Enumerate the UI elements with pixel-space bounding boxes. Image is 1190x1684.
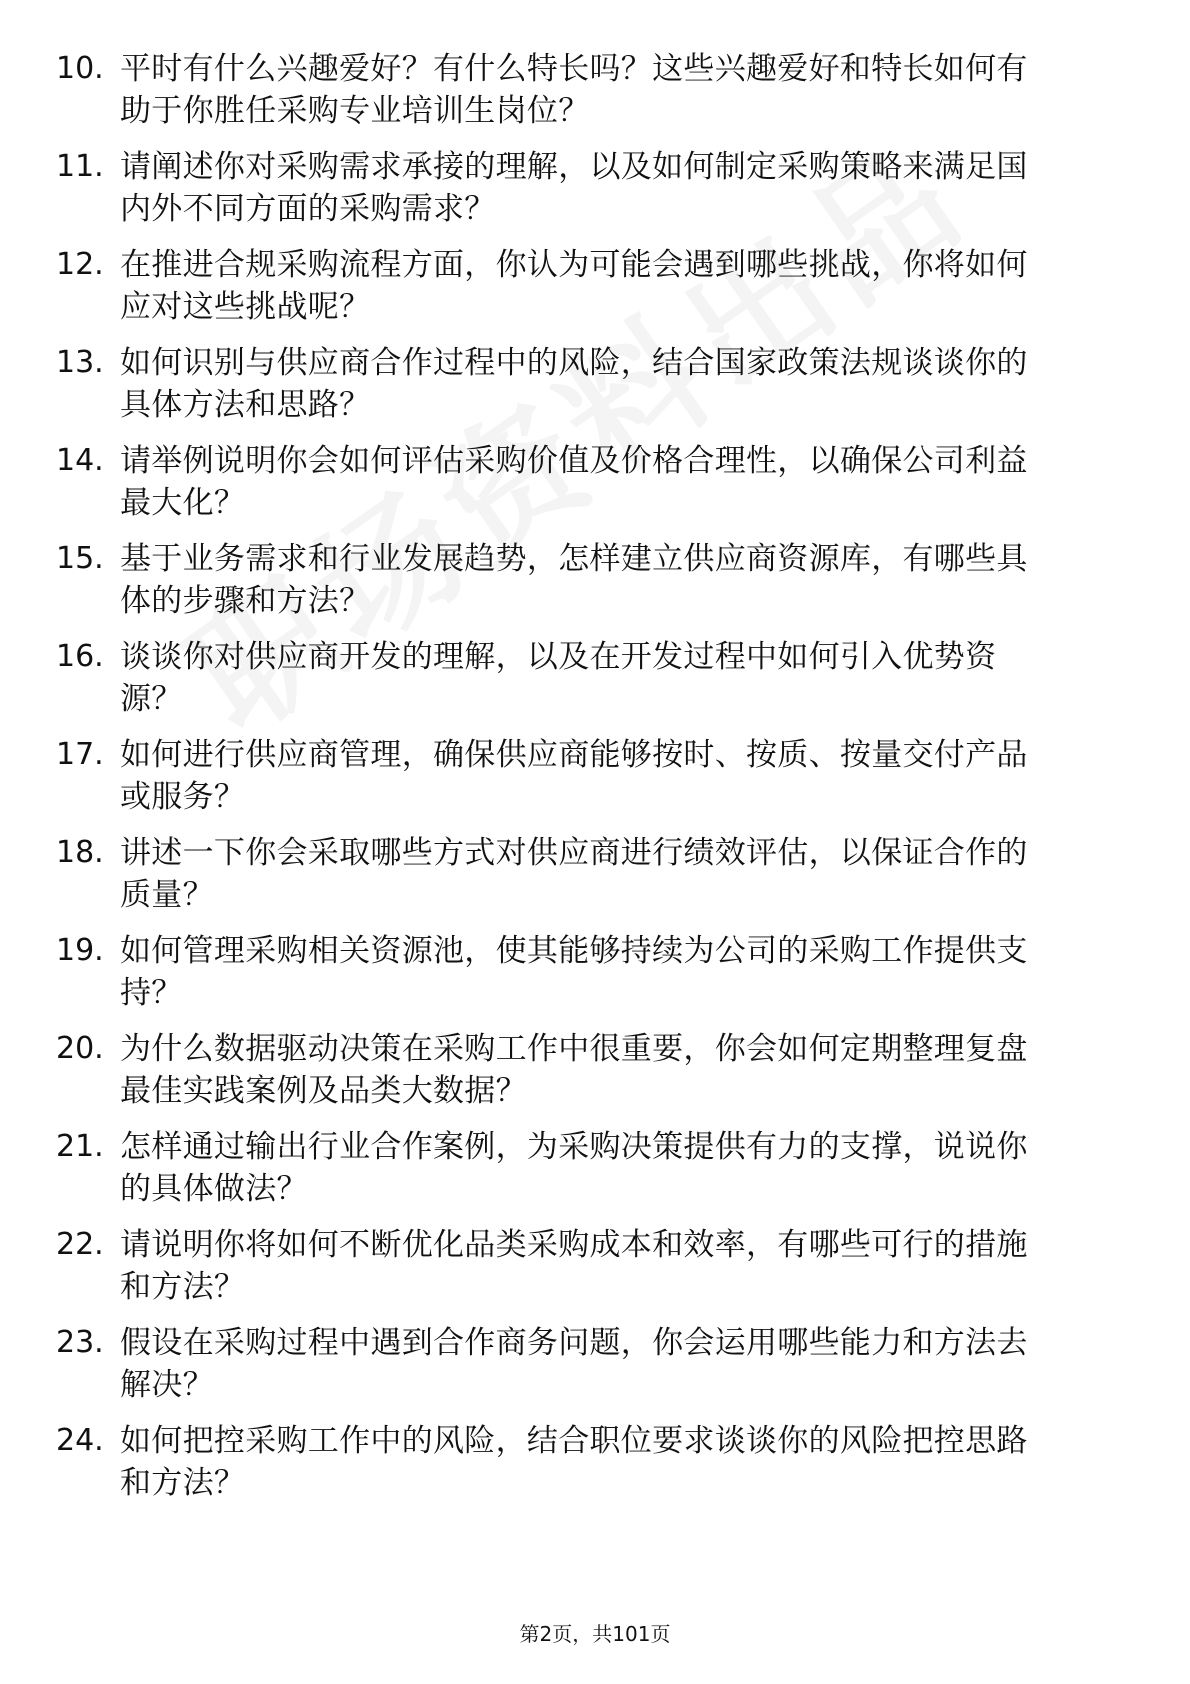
question-text: 讲述一下你会采取哪些方式对供应商进行绩效评估，以保证合作的质量？ (120, 835, 1028, 913)
question-item (0, 930, 1190, 1028)
question-text: 如何进行供应商管理，确保供应商能够按时、按质、按量交付产品或服务？ (120, 737, 1028, 815)
question-number: 19. (56, 933, 104, 968)
question-item (0, 48, 1190, 146)
question-text: 怎样通过输出行业合作案例，为采购决策提供有力的支撑，说说你的具体做法？ (120, 1129, 1028, 1207)
question-list (0, 48, 1190, 1518)
question-text: 请阐述你对采购需求承接的理解，以及如何制定采购策略来满足国内外不同方面的采购需求？ (120, 149, 1028, 227)
question-text: 在推进合规采购流程方面，你认为可能会遇到哪些挑战，你将如何应对这些挑战呢？ (120, 247, 1028, 325)
question-item (0, 636, 1190, 734)
question-text: 假设在采购过程中遇到合作商务问题，你会运用哪些能力和方法去解决？ (120, 1325, 1028, 1403)
question-text: 基于业务需求和行业发展趋势，怎样建立供应商资源库，有哪些具体的步骤和方法？ (120, 541, 1028, 619)
question-number: 24. (56, 1423, 104, 1458)
question-text: 如何管理采购相关资源池，使其能够持续为公司的采购工作提供支持？ (120, 933, 1028, 1011)
question-number: 12. (56, 247, 104, 282)
question-text: 如何识别与供应商合作过程中的风险，结合国家政策法规谈谈你的具体方法和思路？ (120, 345, 1028, 423)
question-number: 21. (56, 1129, 104, 1164)
question-item (0, 832, 1190, 930)
question-item (0, 538, 1190, 636)
question-item (0, 1224, 1190, 1322)
question-text: 请举例说明你会如何评估采购价值及价格合理性，以确保公司利益最大化？ (120, 443, 1028, 521)
question-number: 14. (56, 443, 104, 478)
question-item (0, 1322, 1190, 1420)
question-item (0, 440, 1190, 538)
question-number: 23. (56, 1325, 104, 1360)
question-item (0, 342, 1190, 440)
question-number: 13. (56, 345, 104, 380)
page-footer: 第2页，共101页 (519, 1622, 671, 1646)
question-number: 18. (56, 835, 104, 870)
question-text: 为什么数据驱动决策在采购工作中很重要，你会如何定期整理复盘最佳实践案例及品类大数据？ (120, 1031, 1028, 1109)
question-number: 15. (56, 541, 104, 576)
question-item (0, 734, 1190, 832)
question-item (0, 1420, 1190, 1518)
question-text: 如何把控采购工作中的风险，结合职位要求谈谈你的风险把控思路和方法？ (120, 1423, 1028, 1501)
question-text: 平时有什么兴趣爱好？有什么特长吗？这些兴趣爱好和特长如何有助于你胜任采购专业培训生岗位？ (120, 51, 1028, 129)
question-text: 谈谈你对供应商开发的理解，以及在开发过程中如何引入优势资源？ (120, 639, 997, 717)
question-text: 请说明你将如何不断优化品类采购成本和效率，有哪些可行的措施和方法？ (120, 1227, 1028, 1305)
question-number: 11. (56, 149, 104, 184)
question-item (0, 1126, 1190, 1224)
question-number: 17. (56, 737, 104, 772)
question-number: 22. (56, 1227, 104, 1262)
question-item (0, 1028, 1190, 1126)
question-item (0, 146, 1190, 244)
question-number: 16. (56, 639, 104, 674)
question-number: 10. (56, 51, 104, 86)
question-number: 20. (56, 1031, 104, 1066)
question-item (0, 244, 1190, 342)
